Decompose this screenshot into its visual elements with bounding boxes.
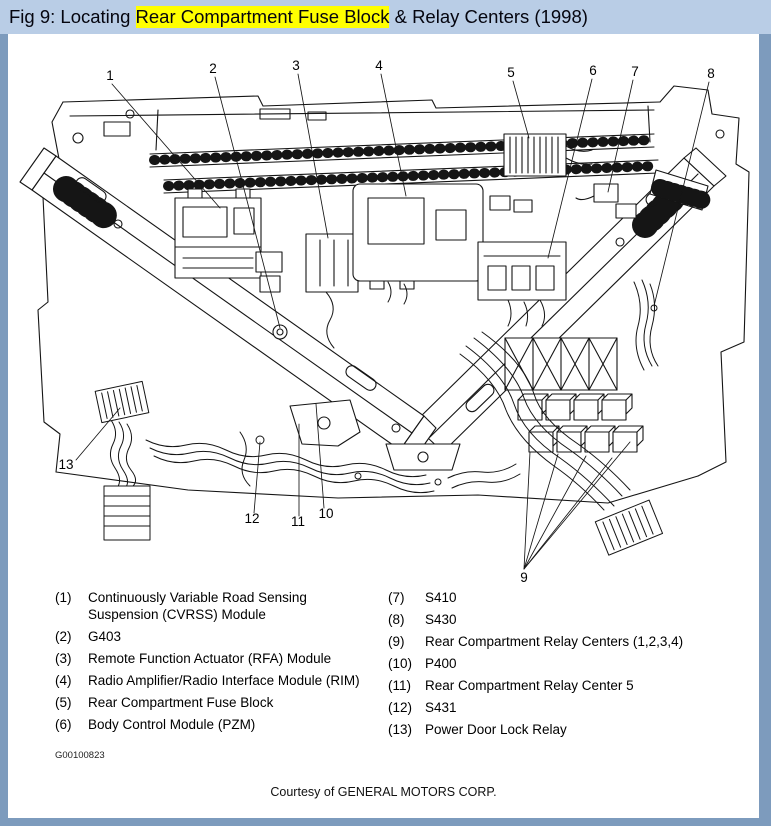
legend-item-2 — [55, 628, 365, 645]
legend-item-10 — [388, 655, 728, 672]
legend-item-13 — [388, 721, 728, 738]
legend-item-number: (10) — [388, 656, 413, 671]
figure-title-prefix: Fig 9: Locating — [9, 6, 136, 27]
legend-item-label: Radio Amplifier/Radio Interface Module (RIM) — [88, 673, 360, 688]
legend-item-number: (8) — [388, 612, 405, 627]
callout-label-12: 12 — [244, 511, 260, 526]
legend-column-right — [388, 589, 728, 743]
callout-label-3: 3 — [292, 58, 300, 73]
callout-label-7: 7 — [631, 64, 639, 79]
callout-label-9: 9 — [520, 570, 528, 585]
legend-item-label: Rear Compartment Relay Center 5 — [425, 678, 634, 693]
legend-item-label: P400 — [425, 656, 457, 671]
relay-centers — [518, 394, 643, 452]
callout-label-6: 6 — [589, 63, 597, 78]
legend-item-number: (13) — [388, 722, 413, 737]
legend-item-number: (2) — [55, 629, 72, 644]
legend-item-number: (12) — [388, 700, 413, 715]
rim-module — [353, 184, 483, 289]
legend-item-label: Power Door Lock Relay — [425, 722, 567, 737]
callout-label-2: 2 — [209, 61, 217, 76]
legend-item-number: (4) — [55, 673, 72, 688]
legend-item-4 — [55, 672, 365, 689]
legend-item-label: G403 — [88, 629, 122, 644]
legend-item-number: (5) — [55, 695, 72, 710]
harness-left — [95, 381, 150, 540]
figure-title-highlight: Rear Compartment Fuse Block — [135, 6, 390, 27]
figure-title-bar — [0, 0, 771, 34]
legend-item-label: S410 — [425, 590, 457, 605]
legend-item-12 — [388, 699, 728, 716]
figure-title-suffix: & Relay Centers (1998) — [389, 6, 588, 27]
rfa-module — [306, 234, 358, 292]
legend-item-8 — [388, 611, 728, 628]
legend-item-label: Continuously Variable Road Sensing Suspension (CVRSS) Module — [88, 590, 307, 622]
legend-item-number: (9) — [388, 634, 405, 649]
truss-bracket — [505, 338, 617, 390]
legend-item-label: Remote Function Actuator (RFA) Module — [88, 651, 332, 666]
legend-item-7 — [388, 589, 728, 606]
technical-diagram — [8, 46, 759, 588]
callout-label-11: 11 — [290, 514, 306, 529]
figure-id: G00100823 — [55, 750, 105, 761]
legend-item-number: (1) — [55, 590, 72, 605]
legend-item-label: Body Control Module (PZM) — [88, 717, 256, 732]
callout-label-13: 13 — [58, 457, 74, 472]
legend-item-9 — [388, 633, 728, 650]
pzm-module — [478, 242, 566, 300]
legend-item-number: (3) — [55, 651, 72, 666]
legend-item-label: Rear Compartment Fuse Block — [88, 695, 274, 710]
legend-item-label: S431 — [425, 700, 457, 715]
legend-item-11 — [388, 677, 728, 694]
cvrss-module — [175, 189, 261, 278]
legend-item-5 — [55, 694, 365, 711]
legend-item-label: Rear Compartment Relay Centers (1,2,3,4) — [425, 634, 684, 649]
figure-content — [8, 34, 759, 818]
legend-item-number: (6) — [55, 717, 72, 732]
legend-item-number: (11) — [388, 678, 412, 693]
courtesy-line: Courtesy of GENERAL MOTORS CORP. — [270, 785, 497, 799]
legend-item-3 — [55, 650, 365, 667]
callout-label-8: 8 — [707, 66, 715, 81]
callout-label-4: 4 — [375, 58, 383, 73]
legend-item-1 — [55, 589, 365, 623]
legend-item-6 — [55, 716, 365, 733]
legend-column-left — [55, 589, 365, 738]
callout-label-10: 10 — [318, 506, 334, 521]
legend-item-label: S430 — [425, 612, 457, 627]
callout-label-1: 1 — [106, 68, 114, 83]
legend-item-number: (7) — [388, 590, 405, 605]
callout-label-5: 5 — [507, 65, 515, 80]
